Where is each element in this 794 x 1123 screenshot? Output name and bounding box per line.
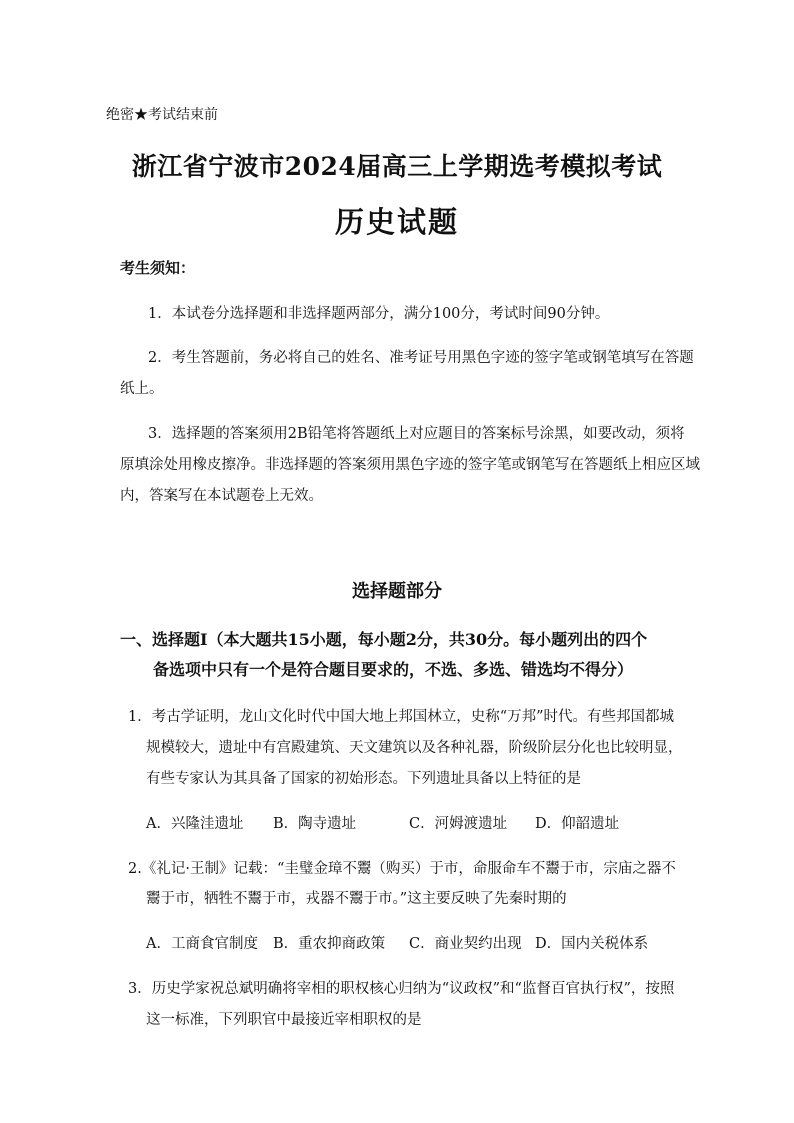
question-2-option-d: D．国内关税体系 — [535, 936, 649, 952]
question-2-line-2: 鬻于市，牺牲不鬻于市，戎器不鬻于市。”这主要反映了先秦时期的 — [146, 891, 567, 907]
question-2-option-c: C．商业契约出现 — [409, 936, 522, 952]
notice-item-2-line-1: 2．考生答题前，务必将自己的姓名、准考证号用黑色字迹的签字笔或钢笔填写在答题 — [148, 350, 694, 366]
question-1-option-c: C．河姆渡遗址 — [409, 816, 508, 832]
section-heading: 选择题部分 — [352, 581, 442, 602]
notice-item-3-line-3: 内，答案写在本试题卷上无效。 — [120, 488, 323, 504]
notice-item-1-line-1: 1．本试卷分选择题和非选择题两部分，满分100分，考试时间90分钟。 — [148, 306, 610, 322]
notice-heading: 考生须知： — [120, 259, 196, 277]
question-1-option-d: D．仰韶遗址 — [535, 816, 620, 832]
question-1-line-3: 有些专家认为其具备了国家的初始形态。下列遗址具备以上特征的是 — [146, 771, 581, 787]
question-2-option-b: B．重农抑商政策 — [273, 936, 386, 952]
question-1-option-b: B．陶寺遗址 — [273, 816, 357, 832]
exam-title: 浙江省宁波市2024届高三上学期选考模拟考试 — [131, 152, 663, 181]
exam-subtitle: 历史试题 — [334, 205, 459, 239]
secret-mark: 绝密★考试结束前 — [106, 107, 218, 123]
notice-item-2-line-2: 纸上。 — [120, 381, 164, 397]
question-2-option-a: A．工商食官制度 — [146, 936, 258, 952]
question-3-line-1: 3．历史学家祝总斌明确将宰相的职权核心归纳为“议政权”和“监督百官执行权”，按照 — [128, 981, 675, 997]
question-1-line-1: 1．考古学证明，龙山文化时代中国大地上邦国林立，史称“万邦”时代。有些邦国都城 — [128, 709, 675, 725]
question-1-option-a: A．兴隆洼遗址 — [146, 816, 244, 832]
notice-item-3-line-1: 3．选择题的答案须用2B铅笔将答题纸上对应题目的答案标号涂黑，如要改动，须将 — [148, 426, 685, 442]
question-2-line-1: 2.《礼记·王制》记载：“圭璧金璋不鬻（购买）于市，命服命车不鬻于市，宗庙之器不 — [128, 861, 676, 877]
part-heading-line-2: 备选项中只有一个是符合题目要求的，不选、多选、错选均不得分） — [153, 660, 634, 679]
question-1-line-2: 规模较大，遗址中有宫殿建筑、天文建筑以及各种礼器，阶级阶层分化也比较明显， — [146, 740, 683, 756]
notice-item-3-line-2: 原填涂处用橡皮擦净。非选择题的答案须用黑色字迹的签字笔或钢笔写在答题纸上相应区域 — [120, 457, 700, 473]
part-heading-line-1: 一、选择题Ⅰ（本大题共15小题，每小题2分，共30分。每小题列出的四个 — [120, 630, 648, 649]
question-3-line-2: 这一标准，下列职官中最接近宰相职权的是 — [146, 1012, 422, 1028]
